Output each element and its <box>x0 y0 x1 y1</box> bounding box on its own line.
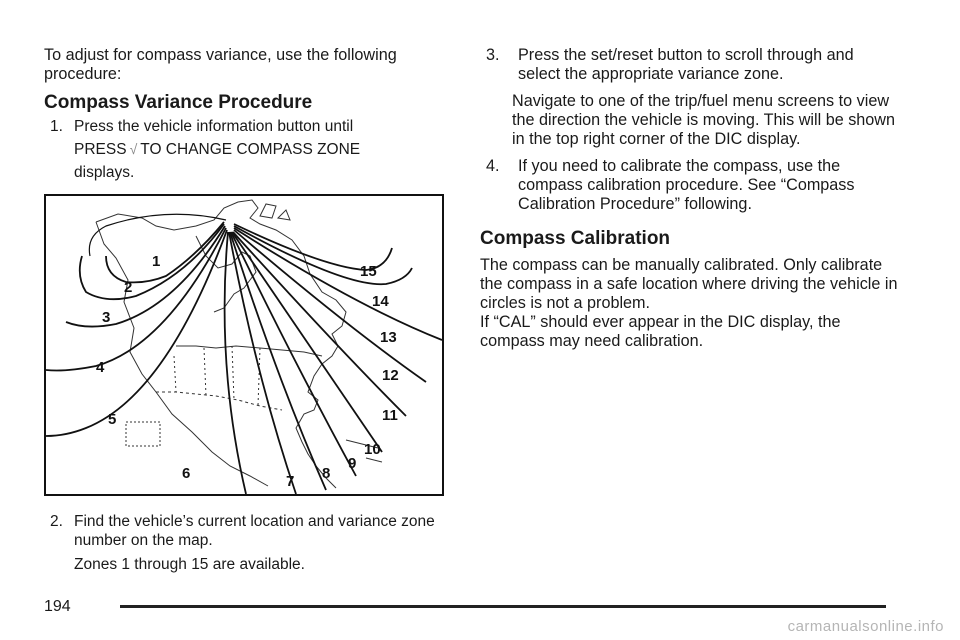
zone-label-4: 4 <box>96 359 105 376</box>
zone-label-8: 8 <box>322 465 331 482</box>
compass-calibration-heading: Compass Calibration <box>480 228 671 249</box>
step-1-line1: Press the vehicle information button until <box>74 118 354 135</box>
zone-label-3: 3 <box>102 309 111 326</box>
zone-label-2: 2 <box>124 279 133 296</box>
zone-label-13: 13 <box>380 329 397 346</box>
step-3 <box>480 46 900 84</box>
zone-label-12: 12 <box>382 367 399 384</box>
zone-label-15: 15 <box>360 263 377 280</box>
right-column <box>480 46 900 351</box>
step-3-number: 3. <box>486 46 500 64</box>
step-1 <box>44 117 448 182</box>
zone-label-6: 6 <box>182 465 191 482</box>
calibration-paragraph-1: The compass can be manually calibrated. Only calibrate the compass in a safe location where driving the vehicle in circles is not a problem. <box>480 256 898 312</box>
step-2-text: Find the vehicle’s current location and variance zone number on the map. <box>74 513 435 549</box>
step-2 <box>50 512 448 550</box>
step-1-line3: displays. <box>74 164 135 181</box>
zone-label-9: 9 <box>348 455 357 472</box>
page-number: 194 <box>44 598 71 615</box>
site-watermark: carmanualsonline.info <box>787 618 944 635</box>
step-4 <box>480 157 900 214</box>
step-1-number: 1. <box>50 118 63 135</box>
zones-available-note: Zones 1 through 15 are available. <box>74 556 305 573</box>
zone-label-1: 1 <box>152 253 161 270</box>
step-1-line2: TO CHANGE COMPASS ZONE <box>140 141 361 158</box>
footer-rule <box>120 605 886 608</box>
step-2-number: 2. <box>50 513 63 530</box>
step-3-text: Press the set/reset button to scroll through and select the appropriate variance zone. <box>518 46 854 83</box>
zone-label-5: 5 <box>108 411 117 428</box>
zone-labels <box>96 253 399 490</box>
calibration-paragraph-2: If “CAL” should ever appear in the DIC display, the compass may need calibration. <box>480 313 841 350</box>
zone-label-7: 7 <box>286 473 295 490</box>
variance-zone-lines <box>46 214 442 494</box>
step-1-press: PRESS <box>74 141 127 158</box>
intro-text: To adjust for compass variance, use the following procedure: <box>44 46 397 83</box>
left-column <box>44 46 448 182</box>
zone-label-11: 11 <box>382 407 398 424</box>
step-4-text: If you need to calibrate the compass, use the compass calibration procedure. See “Compass Calibration Procedure” following. <box>518 157 855 213</box>
checkmark-icon: √ <box>129 141 138 157</box>
zone-label-14: 14 <box>372 293 389 310</box>
variance-procedure-heading: Compass Variance Procedure <box>44 92 313 113</box>
compass-variance-zone-map <box>44 194 444 496</box>
zone-label-10: 10 <box>364 441 381 458</box>
navigate-note: Navigate to one of the trip/fuel menu screens to view the direction the vehicle is moving. This will be shown in the top right corner of the DIC display. <box>512 92 895 148</box>
zone-map-graphic <box>46 196 442 494</box>
step-4-number: 4. <box>486 157 500 175</box>
